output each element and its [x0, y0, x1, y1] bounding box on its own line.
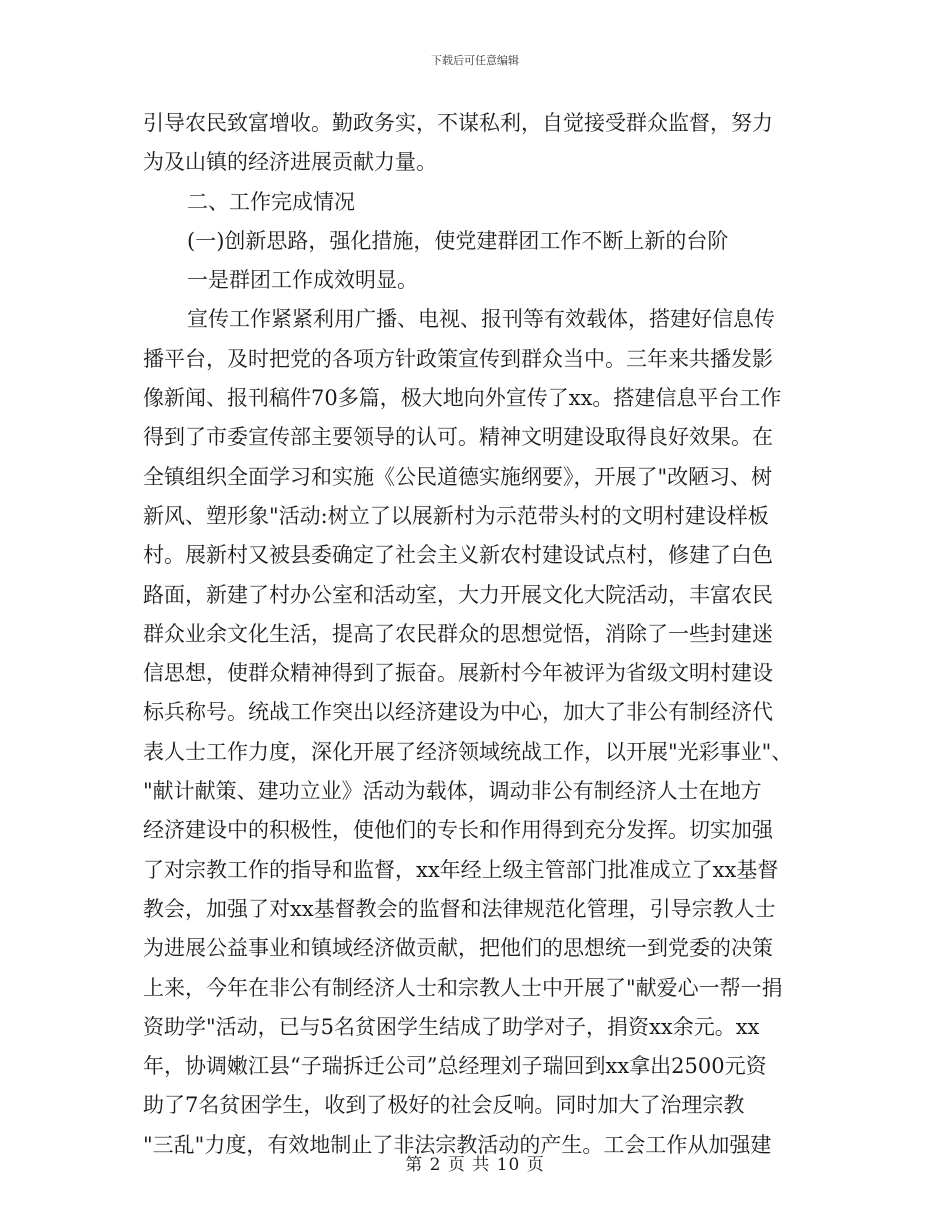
body-line: 资助学"活动，已与5名贫困学生结成了助学对子，捐资xx余元。xx: [143, 1014, 760, 1039]
section-heading: 二、工作完成情况: [187, 189, 355, 214]
body-line: 全镇组织全面学习和实施《公民道德实施纲要》，开展了"改陋习、树: [143, 464, 773, 489]
subsection-heading: (一)创新思路，强化措施，使党建群团工作不断上新的台阶: [187, 228, 729, 253]
body-line: 新风、塑形象"活动:树立了以展新村为示范带头村的文明村建设样板: [143, 503, 769, 528]
body-line: 教会，加强了对xx基督教会的监督和法律规范化管理，引导宗教人士: [143, 896, 776, 921]
body-line: 播平台，及时把党的各项方针政策宣传到群众当中。三年来共播发影: [143, 346, 773, 371]
body-line: 路面，新建了村办公室和活动室，大力开展文化大院活动，丰富农民: [143, 582, 773, 607]
paragraph-start: 宣传工作紧紧利用广播、电视、报刊等有效载体，搭建好信息传: [187, 307, 775, 332]
body-line: 为及山镇的经济进展贡献力量。: [143, 150, 437, 175]
page-number-footer: 第 2 页 共 10 页: [405, 1155, 545, 1175]
body-line: 信思想，使群众精神得到了振奋。展新村今年被评为省级文明村建设: [143, 661, 773, 686]
body-line: 经济建设中的积极性，使他们的专长和作用得到充分发挥。切实加强: [143, 818, 773, 843]
document-body: [143, 104, 823, 1165]
body-line: "三乱"力度，有效地制止了非法宗教活动的产生。工会工作从加强建: [143, 1132, 772, 1157]
body-line: 引导农民致富增收。勤政务实，不谋私利，自觉接受群众监督，努力: [143, 111, 773, 135]
body-line: 助了7名贫困学生，收到了极好的社会反响。同时加大了治理宗教: [143, 1093, 745, 1118]
body-line: 年，协调嫩江县“子瑞拆迁公司”总经理刘子瑞回到xx拿出2500元资: [143, 1054, 767, 1079]
body-line: 标兵称号。统战工作突出以经济建设为中心，加大了非公有制经济代: [143, 700, 773, 725]
body-line: 表人士工作力度，深化开展了经济领域统战工作，以开展"光彩事业"、: [143, 739, 793, 764]
body-line: "献计献策、建功立业》活动为载体，调动非公有制经济人士在地方: [143, 779, 762, 804]
body-line: 像新闻、报刊稿件70多篇，极大地向外宣传了xx。搭建信息平台工作: [143, 386, 782, 411]
body-line: 上来，今年在非公有制经济人士和宗教人士中开展了"献爱心一帮一捐: [143, 975, 783, 1000]
item-heading: 一是群团工作成效明显。: [187, 268, 418, 293]
body-line: 村。展新村又被县委确定了社会主义新农村建设试点村，修建了白色: [143, 543, 773, 568]
body-line: 为进展公益事业和镇域经济做贡献，把他们的思想统一到党委的决策: [143, 936, 773, 961]
body-line: 群众业余文化生活，提高了农民群众的思想觉悟，消除了一些封建迷: [143, 621, 773, 646]
body-line: 得到了市委宣传部主要领导的认可。精神文明建设取得良好效果。在: [143, 425, 773, 450]
body-line: 了对宗教工作的指导和监督，xx年经上级主管部门批准成立了xx基督: [143, 857, 779, 882]
page-header: 下载后可任意编辑: [431, 54, 519, 67]
